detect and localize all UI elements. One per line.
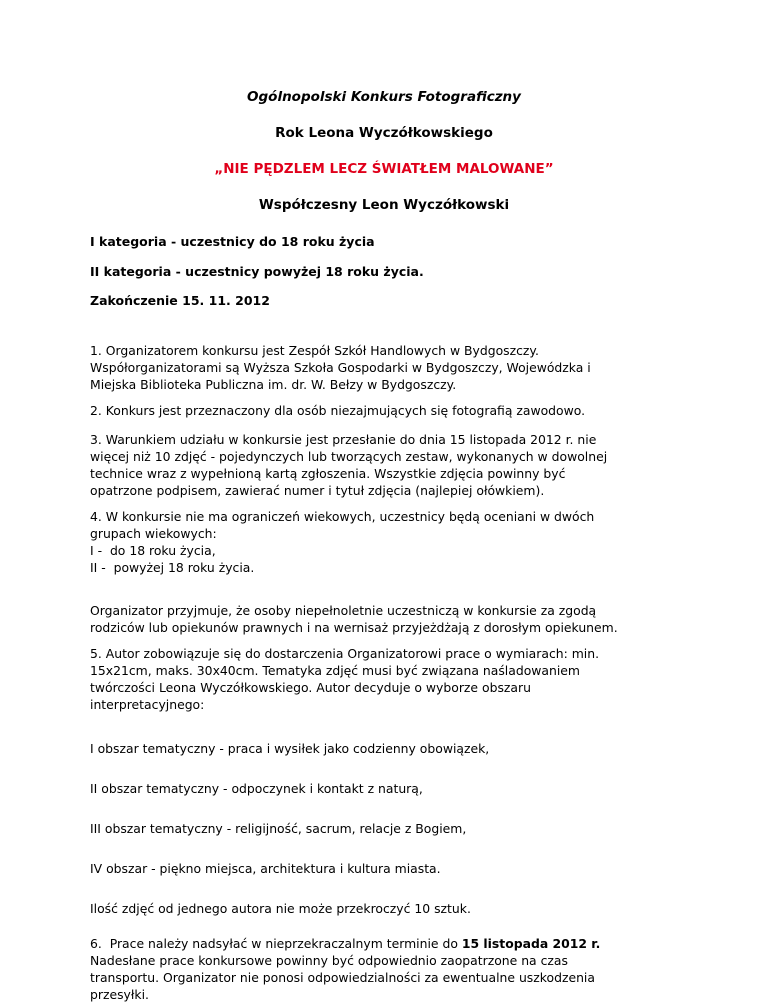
text-line: Współorganizatorami są Wyższa Szkoła Gospodarki w Bydgoszczy, Wojewódzka i — [90, 360, 591, 375]
motto-title: „NIE PĘDZLEM LECZ ŚWIATŁEM MALOWANE” — [214, 161, 554, 177]
paragraph-4 — [90, 508, 690, 576]
deadline-bold: 15 listopada 2012 r. — [461, 936, 601, 951]
text-run: 6. Prace należy nadsyłać w nieprzekraczalnym terminie do — [90, 936, 462, 951]
contest-title: Ogólnopolski Konkurs Fotograficzny — [247, 89, 521, 105]
text-line: grupach wiekowych: — [90, 526, 217, 541]
category-2: II kategoria - uczestnicy powyżej 18 roku życia. — [90, 264, 424, 279]
text-line: więcej niż 10 zdjęć - pojedynczych lub tworzących zestaw, wykonanych w dowolnej — [90, 449, 608, 464]
text-line: opatrzone podpisem, zawierać numer i tytuł zdjęcia (najlepiej ołówkiem). — [90, 483, 545, 498]
text-line: 1. Organizatorem konkursu jest Zespół Szkół Handlowych w Bydgoszczy. — [90, 343, 539, 358]
text-line: II - powyżej 18 roku życia. — [90, 560, 255, 575]
text-line: transportu. Organizator nie ponosi odpowiedzialności za ewentualne uszkodzenia — [90, 970, 595, 985]
text-line: 15x21cm, maks. 30x40cm. Tematyka zdjęć musi być związana naśladowaniem — [90, 663, 580, 678]
text-line — [90, 935, 690, 952]
category-1: I kategoria - uczestnicy do 18 roku życia — [90, 234, 375, 249]
text-line: 4. W konkursie nie ma ograniczeń wiekowych, uczestnicy będą oceniani w dwóch — [90, 509, 595, 524]
text-line: twórczości Leona Wyczółkowskiego. Autor decyduje o wyborze obszaru — [90, 680, 531, 695]
photo-limit: Ilość zdjęć od jednego autora nie może przekroczyć 10 sztuk. — [90, 901, 471, 916]
paragraph-3 — [90, 431, 690, 499]
area-3: III obszar tematyczny - religijność, sacrum, relacje z Bogiem, — [90, 821, 467, 836]
text-line: Miejska Biblioteka Publiczna im. dr. W. Bełzy w Bydgoszczy. — [90, 377, 457, 392]
area-2: II obszar tematyczny - odpoczynek i kontakt z naturą, — [90, 781, 423, 796]
text-line: rodziców lub opiekunów prawnych i na wernisaż przyjeżdżają z dorosłym opiekunem. — [90, 620, 618, 635]
year-title: Rok Leona Wyczółkowskiego — [275, 125, 493, 141]
paragraph-6 — [90, 935, 690, 1003]
text-line: Organizator przyjmuje, że osoby niepełnoletnie uczestniczą w konkursie za zgodą — [90, 603, 597, 618]
text-line: technice wraz z wypełnioną kartą zgłoszenia. Wszystkie zdjęcia powinny być — [90, 466, 566, 481]
text-line: interpretacyjnego: — [90, 697, 205, 712]
subtitle: Współczesny Leon Wyczółkowski — [258, 197, 510, 213]
area-4: IV obszar - piękno miejsca, architektura i kultura miasta. — [90, 861, 441, 876]
paragraph-4b — [90, 602, 690, 636]
area-1: I obszar tematyczny - praca i wysiłek jako codzienny obowiązek, — [90, 741, 490, 756]
text-line: Nadesłane prace konkursowe powinny być odpowiednio zaopatrzone na czas — [90, 953, 568, 968]
text-line: 2. Konkurs jest przeznaczony dla osób niezajmujących się fotografią zawodowo. — [90, 403, 586, 418]
end-date: Zakończenie 15. 11. 2012 — [90, 293, 270, 308]
text-line: I - do 18 roku życia, — [90, 543, 216, 558]
paragraph-1 — [90, 342, 690, 393]
text-line: 5. Autor zobowiązuje się do dostarczenia Organizatorowi prace o wymiarach: min. — [90, 646, 600, 661]
paragraph-5 — [90, 645, 690, 713]
text-line: przesyłki. — [90, 987, 149, 1002]
text-line: 3. Warunkiem udziału w konkursie jest przesłanie do dnia 15 listopada 2012 r. nie — [90, 432, 597, 447]
paragraph-2 — [90, 402, 690, 419]
